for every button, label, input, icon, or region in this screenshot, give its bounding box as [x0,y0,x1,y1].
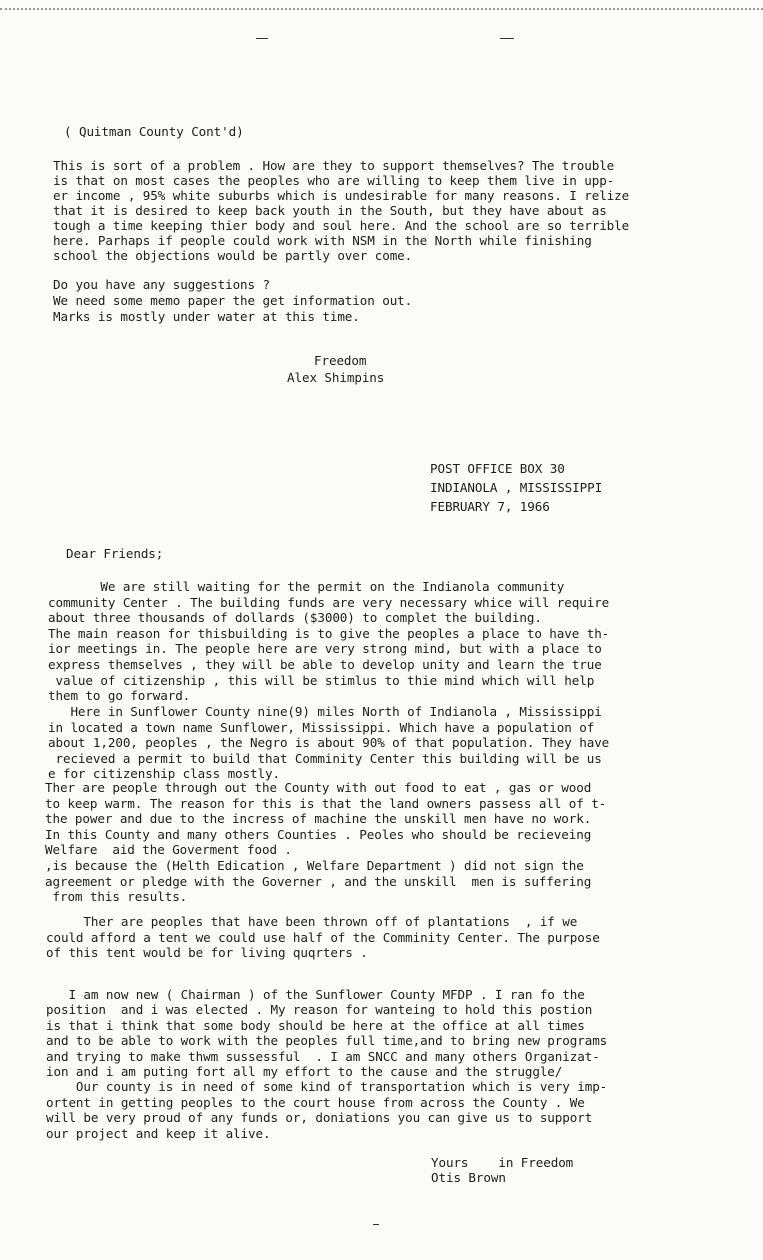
text-line: is that i think that some body should be here at the office at all times [46,1017,585,1033]
text-line: value of citizenship , this will be stimlus to thie mind which will help [48,672,595,688]
text-line: INDIANOLA , MISSISSIPPI [430,480,603,495]
letter2-signature: Otis Brown [431,1170,506,1185]
text-line: could afford a tent we could use half of the Comminity Center. The purpose [46,929,600,945]
text-line: of this tent would be for living quqrters . [46,945,368,961]
letter1-closing: Freedom [314,353,367,368]
letter1-signature: Alex Shimpins [287,370,385,385]
text-line: express themselves , they will be able to develop unity and learn the true [48,657,602,672]
scan-mark [500,38,514,39]
text-line: ortent in getting peoples to the court house from across the County . We [46,1094,585,1110]
scan-mark [256,38,268,39]
text-line: here. Parhaps if people could work with NSM in the North while finishing [53,233,592,248]
text-line: This is sort of a problem . How are they to support themselves? The trouble [53,158,615,173]
text-line: is that on most cases the peoples who are willing to keep them live in upp- [53,173,615,188]
text-line: Ther are peoples that have been thrown off of plantations , if we [46,914,578,929]
text-line: Marks is mostly under water at this time. [53,309,360,324]
text-line: community Center . The building funds are very necessary whice will require [48,594,610,610]
text-line: to keep warm. The reason for this is that the land owners passess all of t- [45,795,607,811]
text-line: We are still waiting for the permit on the Indianola community [48,579,565,594]
scan-mark [373,1224,379,1225]
perforated-edge [0,0,763,10]
text-line: POST OFFICE BOX 30 [430,461,565,476]
text-line: and to be able to work with the peoples full time,and to bring new programs [46,1033,608,1049]
text-line: er income , 95% white suburbs which is undesirable for many reasons. I relize [53,188,630,203]
text-line: I am now new ( Chairman ) of the Sunflower County MFDP . I ran fo the [46,987,585,1002]
text-line: FEBRUARY 7, 1966 [430,499,550,514]
text-line: about 1,200, peoples , the Negro is about 90% of that population. They have [48,735,610,751]
text-line: from this results. [45,889,188,905]
text-line: will be very proud of any funds or, doniations you can give us to support [46,1110,593,1126]
text-line: position and i was elected . My reason for wanteing to hold this postion [46,1002,593,1018]
text-line: We need some memo paper the get information out. [53,293,413,308]
text-line: agreement or pledge with the Governer , and the unskill men is suffering [45,873,592,889]
text-line: and trying to make thwm sussessful . I am SNCC and many others Organizat- [46,1048,600,1064]
text-line: tough a time keeping thier body and soul here. And the school are so terrible [53,218,630,233]
text-line: school the objections would be partly over come. [53,248,413,263]
text-line: our project and keep it alive. [46,1125,271,1141]
text-line: Our county is in need of some kind of transportation which is very imp- [46,1079,608,1095]
text-line: In this County and many others Counties . Peoles who should be recieveing [45,826,592,842]
letter2-salutation: Dear Friends; [66,546,164,561]
text-line: Do you have any suggestions ? [53,277,270,292]
text-line: Welfare aid the Goverment food . [45,842,292,858]
text-line: e for citizenship class mostly. [48,766,280,782]
text-line: Here in Sunflower County nine(9) miles North of Indianola , Mississippi [48,704,602,719]
text-line: The main reason for thisbuilding is to give the peoples a place to have th- [48,625,610,641]
text-line: ior meetings in. The people here are very strong mind, but with a place to [48,641,602,657]
text-line: the power and due to the incress of machine the unskill men have no work. [45,811,592,827]
letter2-closing: Yours in Freedom [431,1155,574,1170]
text-line: ion and i am puting fort all my effort to the cause and the struggle/ [46,1064,563,1079]
text-line: that it is desired to keep back youth in the South, but they have about as [53,203,607,218]
text-line: about three thousands of dollards ($3000) to complet the building. [48,610,542,626]
text-line: them to go forward. [48,688,191,704]
letter1-heading: ( Quitman County Cont'd) [64,124,244,139]
text-line: recieved a permit to build that Comminity Center this building will be us [48,750,602,766]
text-line: ,is because the (Helth Edication , Welfare Department ) did not sign the [45,858,584,873]
text-line: in located a town name Sunflower, Mississippi. Which have a population of [48,719,595,735]
text-line: Ther are people through out the County with out food to eat , gas or wood [45,780,592,795]
